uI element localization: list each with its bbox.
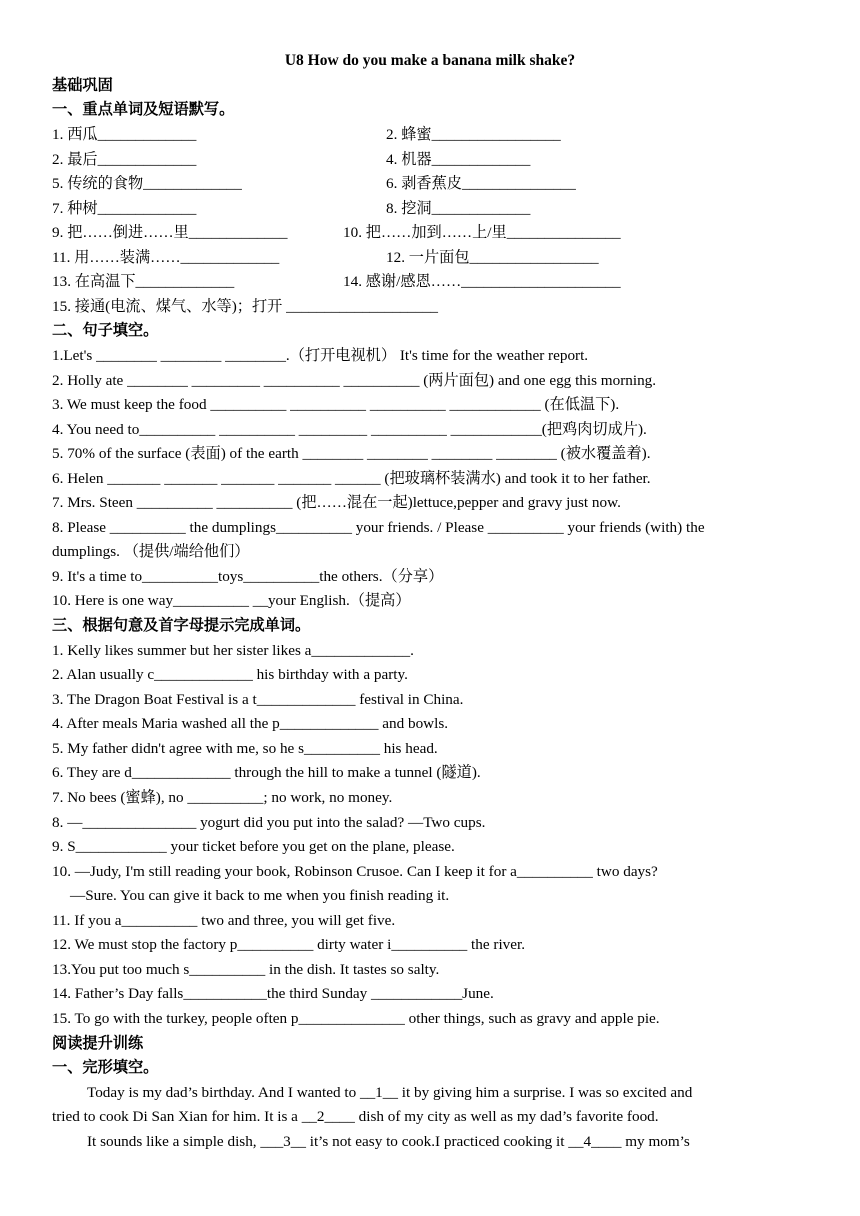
section2-heading: 二、句子填空。 <box>52 322 159 339</box>
vocab-item: 14. 感谢/感恩……_____________________ <box>343 273 621 290</box>
part2-heading: 阅读提升训练 <box>52 1035 144 1052</box>
word-item: 3. The Dragon Boat Festival is a t_____________ festival in China. <box>52 691 464 708</box>
part1-heading: 基础巩固 <box>52 77 113 94</box>
vocab-item: 11. 用……装满……_____________ <box>52 249 280 266</box>
word-item: 4. After meals Maria washed all the p_____________ and bowls. <box>52 715 449 732</box>
vocab-item: 13. 在高温下_____________ <box>52 273 235 290</box>
vocab-item: 5. 传统的食物_____________ <box>52 175 242 192</box>
sentence-item: 6. Helen _______ _______ _______ _______ ______ (把玻璃杯装满水) and took it to her father. <box>52 470 651 487</box>
word-item: 8. —_______________ yogurt did you put into the salad? —Two cups. <box>52 814 486 831</box>
vocab-item: 4. 机器_____________ <box>386 151 531 168</box>
word-item: 7. No bees (蜜蜂), no __________; no work, no money. <box>52 789 393 806</box>
word-item: 9. S____________ your ticket before you get on the plane, please. <box>52 838 455 855</box>
cloze-passage-line: It sounds like a simple dish, ___3__ it’s not easy to cook.I practiced cooking it __4____ my mom’s <box>87 1133 690 1150</box>
word-item: 2. Alan usually c_____________ his birthday with a party. <box>52 666 408 683</box>
cloze-passage-line: Today is my dad’s birthday. And I wanted to __1__ it by giving him a surprise. I was so excited and <box>87 1084 693 1101</box>
vocab-item: 1. 西瓜_____________ <box>52 126 197 143</box>
section3-heading: 三、根据句意及首字母提示完成单词。 <box>52 617 311 634</box>
vocab-item: 2. 蜂蜜_________________ <box>386 126 561 143</box>
word-item: 10. —Judy, I'm still reading your book, Robinson Crusoe. Can I keep it for a__________ two days? <box>52 863 658 880</box>
vocab-item: 2. 最后_____________ <box>52 151 197 168</box>
vocab-item: 12. 一片面包_________________ <box>386 249 599 266</box>
sentence-item: 10. Here is one way__________ __your English.（提高） <box>52 592 411 609</box>
word-item: 5. My father didn't agree with me, so he s__________ his head. <box>52 740 438 757</box>
section1-heading: 一、重点单词及短语默写。 <box>52 101 235 118</box>
word-item: 12. We must stop the factory p__________ dirty water i__________ the river. <box>52 936 526 953</box>
vocab-item: 15. 接通(电流、煤气、水等)；打开 ____________________ <box>52 298 439 315</box>
sentence-item: 9. It's a time to__________toys__________the others.（分享） <box>52 568 444 585</box>
word-item: 6. They are d_____________ through the hill to make a tunnel (隧道). <box>52 764 481 781</box>
sentence-item: 8. Please __________ the dumplings__________ your friends. / Please __________ your friends (with) the <box>52 519 705 536</box>
sentence-item: 2. Holly ate ________ _________ __________ __________ (两片面包) and one egg this morning. <box>52 372 657 389</box>
sentence-item-continuation: dumplings. （提供/端给他们） <box>52 543 250 560</box>
vocab-item: 7. 种树_____________ <box>52 200 197 217</box>
word-item: 1. Kelly likes summer but her sister likes a_____________. <box>52 642 414 659</box>
sentence-item: 3. We must keep the food __________ __________ __________ ____________ (在低温下). <box>52 396 620 413</box>
page-title: U8 How do you make a banana milk shake? <box>284 52 576 69</box>
word-item: 15. To go with the turkey, people often p______________ other things, such as gravy and apple pie. <box>52 1010 660 1027</box>
word-item-continuation: —Sure. You can give it back to me when you finish reading it. <box>70 887 450 904</box>
word-item: 13.You put too much s__________ in the dish. It tastes so salty. <box>52 961 440 978</box>
vocab-item: 6. 剥香蕉皮_______________ <box>386 175 576 192</box>
word-item: 14. Father’s Day falls___________the third Sunday ____________June. <box>52 985 494 1002</box>
vocab-item: 8. 挖洞_____________ <box>386 200 531 217</box>
word-item: 11. If you a__________ two and three, you will get five. <box>52 912 396 929</box>
sentence-item: 5. 70% of the surface (表面) of the earth ________ ________ ________ ________ (被水覆盖着). <box>52 445 651 462</box>
vocab-item: 9. 把……倒进……里_____________ <box>52 224 288 241</box>
cloze-passage-line: tried to cook Di San Xian for him. It is a __2____ dish of my city as well as my dad’s favorite food. <box>52 1108 659 1125</box>
sentence-item: 7. Mrs. Steen __________ __________ (把……混在一起)lettuce,pepper and gravy just now. <box>52 494 621 511</box>
sentence-item: 4. You need to__________ __________ _________ __________ ____________(把鸡肉切成片). <box>52 421 647 438</box>
sentence-item: 1.Let's ________ ________ ________.（打开电视机） It's time for the weather report. <box>52 347 589 364</box>
cloze-heading: 一、完形填空。 <box>52 1059 159 1076</box>
vocab-item: 10. 把……加到……上/里_______________ <box>343 224 621 241</box>
